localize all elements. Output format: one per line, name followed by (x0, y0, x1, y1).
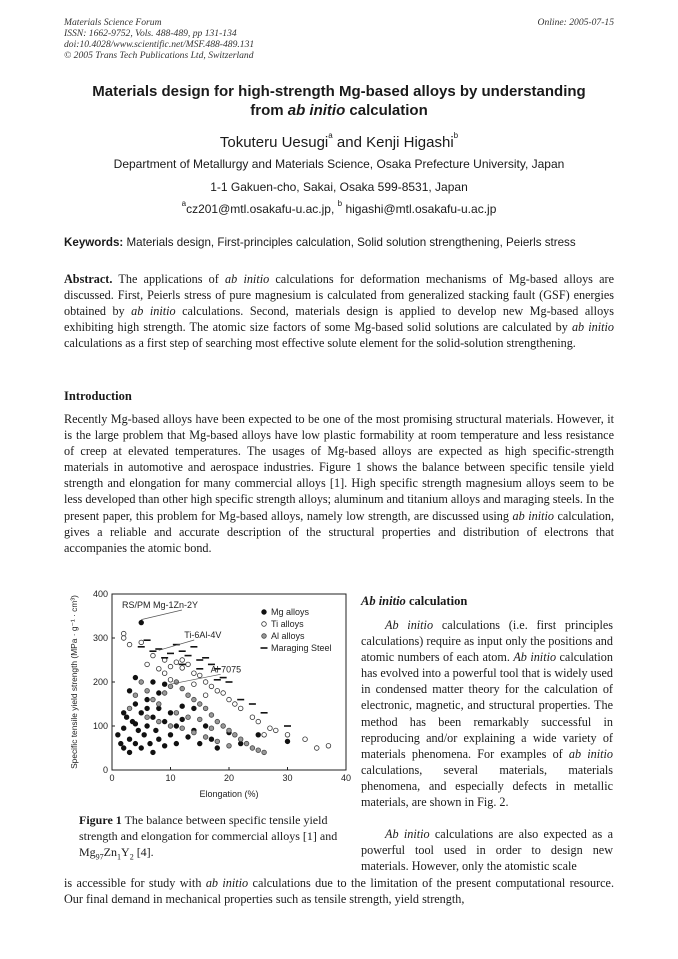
abstract-text: calculations as a first step of searching most effective solute element for the solid-solution strengthening. (64, 336, 576, 351)
al-alloys-point (227, 728, 232, 733)
heading-text: calculation (405, 594, 468, 608)
mg-alloys-point (133, 722, 138, 727)
y-tick-label: 200 (92, 677, 108, 687)
issn-line: ISSN: 1662-9752, Vols. 488-489, pp 131-134 (64, 28, 237, 39)
al-alloys-point (197, 702, 202, 707)
ti-alloys-point (221, 691, 226, 696)
authors (40, 131, 638, 151)
abstract (64, 271, 614, 351)
abstract-text: calculations for deformation mechanisms of Mg-based alloys are discussed. First, Peierls stress of pure magnesium is calculated from generalized stacking fault (GSF) energies obtained by (64, 272, 615, 319)
mg-alloys-point (168, 733, 173, 738)
x-tick-label: 0 (109, 773, 115, 783)
copyright-line: © 2005 Trans Tech Publications Ltd, Switzerland (64, 50, 254, 61)
mg-alloys-point (151, 750, 156, 755)
ti-alloys-point (238, 706, 243, 711)
mg-alloys-point (285, 739, 290, 744)
ti-alloys-point (168, 664, 173, 669)
mg-alloys-point (151, 680, 156, 685)
ti-alloys-point (314, 746, 319, 751)
mg-alloys-point (180, 717, 185, 722)
y-tick-label: 400 (92, 589, 108, 599)
intro-text: calculation, gives a reliable and accurate description of the structural properties and distribution of electrons that accompanies the atomic bond. (64, 508, 614, 555)
mg-alloys-point (162, 682, 167, 687)
ti-alloys-point (215, 689, 220, 694)
caption-text: [4]. (133, 845, 154, 859)
keywords (64, 236, 616, 249)
mg-alloys-point (142, 733, 147, 738)
mg-alloys-point (145, 697, 150, 702)
mg-alloys-point (133, 702, 138, 707)
mg-alloys-point (118, 741, 123, 746)
al-alloys-point (250, 746, 255, 751)
al-alloys-point (174, 711, 179, 716)
email-b[interactable]: higashi@mtl.osakafu-u.ac.jp (342, 202, 497, 216)
author-mark: b (453, 131, 459, 140)
al-alloys-point (145, 689, 150, 694)
mg-alloys-point (256, 733, 261, 738)
al-alloys-point (157, 702, 162, 707)
al-alloys-point (192, 697, 197, 702)
al-alloys-point (186, 693, 191, 698)
mg-alloys-point (133, 675, 138, 680)
mg-alloys-point (168, 711, 173, 716)
ti-alloys-point (197, 673, 202, 678)
ti-alloys-point (168, 678, 173, 683)
ti-alloys-point (227, 697, 232, 702)
x-tick-label: 10 (165, 773, 176, 783)
al-alloys-point (162, 691, 167, 696)
ti-alloys-point (256, 719, 261, 724)
ti-alloys-point (186, 662, 191, 667)
al-alloys-point (168, 684, 173, 689)
ab-initio-paragraph-2-cont (64, 875, 614, 907)
p-text: calculations, several materials, materials phenomena, and especially defects in metallic materials, are shown in Fig. 2. (361, 762, 613, 810)
p-text: calculation has evolved into a powerful tool that is widely used in condensed matter theory for the calculation of electronic, magnetic, and structural properties. The method has been remarkably successful in reproducing and/or explaining a wide variety of materials phenomena. For examples of (361, 650, 613, 761)
mg-alloys-point (121, 726, 126, 731)
ti-alloys-point (121, 636, 126, 641)
chart-annotation: Al 7075 (210, 664, 242, 675)
al-alloys-point (256, 748, 261, 753)
p-italic: Ab initio (385, 827, 430, 841)
y-tick-label: 300 (92, 633, 108, 643)
caption-sub: 2 (129, 852, 134, 862)
p-italic: ab initio (205, 876, 249, 890)
al-alloys-point (180, 726, 185, 731)
mg-alloys-point (162, 744, 167, 749)
mg-alloys-point (174, 724, 179, 729)
mg-alloys-point (136, 728, 141, 733)
y-axis-label: Specific tensile yield strength (MPa · g⁻¹ · cm³) (69, 595, 79, 769)
intro-text: Recently Mg-based alloys have been expected to be one of the most promising structural materials. However, it is the large problem that Mg-based alloys have low plastic formability at room temperature and less resistance of creep at elevated temperatures. The usages of Mg-based alloys are expected as high specific-strength materials in automotive and aerospace industries. Figure 1 shows the balance between specific tensile yield strength and elongation for many commercial alloys [1]. High specific strength magnesium alloys seem to be less developed than other high specific strength alloys; aluminum and titanium alloys and maraging steels. In the present paper, this problem for Mg-based alloys, namely low strength, are discussed using (64, 412, 615, 523)
al-alloys-point (127, 706, 132, 711)
ti-alloys-point (233, 702, 238, 707)
abstract-text: The applications of (112, 272, 226, 286)
affiliation-department: Department of Metallurgy and Materials Science, Osaka Prefecture University, Japan (113, 157, 565, 171)
ti-alloys-point (262, 733, 267, 738)
online-date: Online: 2005-07-15 (537, 17, 614, 28)
al-alloys-point (203, 735, 208, 740)
abstract-italic: ab initio (571, 320, 614, 335)
mg-alloys-point (203, 724, 208, 729)
author-name: Tokuteru Uesugi (219, 134, 329, 151)
al-alloys-point (215, 739, 220, 744)
caption-text: The balance between specific tensile yield strength and elongation for commercial alloys [1] and Mg (79, 813, 338, 859)
p-text: calculations are also expected as a powerful tool used in order to design new materials. However, only the atomistic scale (361, 827, 613, 874)
mg-alloys-point (139, 746, 144, 751)
figure-1-caption (79, 812, 341, 865)
al-alloys-point (168, 724, 173, 729)
legend-label: Maraging Steel (271, 643, 332, 653)
al-alloys-point (209, 713, 214, 718)
al-alloys-point (203, 706, 208, 711)
mg-alloys-point (145, 724, 150, 729)
title-line-2 (40, 101, 638, 120)
title-text: calculation (345, 102, 428, 119)
abstract-italic: ab initio (225, 272, 270, 286)
al-alloys-point (151, 697, 156, 702)
al-alloys-point (192, 730, 197, 735)
al-alloys-point (215, 719, 220, 724)
paper-title (40, 82, 638, 120)
title-text: from (250, 102, 288, 119)
y-tick-label: 0 (102, 765, 108, 775)
email-a[interactable]: cz201@mtl.osakafu-u.ac.jp, (186, 202, 338, 216)
heading-italic: Ab initio (361, 594, 406, 608)
ti-alloys-point (203, 693, 208, 698)
p-text: is accessible for study with (64, 876, 206, 890)
email-mark: b (337, 199, 343, 208)
doi-line: doi:10.4028/www.scientific.net/MSF.488-489.131 (64, 39, 255, 50)
ti-alloys-point (268, 726, 273, 731)
y-tick-label: 100 (92, 721, 108, 731)
ab-initio-heading (361, 594, 467, 609)
al-alloys-point (197, 717, 202, 722)
al-alloys-point (209, 726, 214, 731)
caption-sub: 1 (117, 852, 122, 862)
title-italic: ab initio (287, 102, 346, 119)
legend-marker (262, 634, 267, 639)
abstract-text: calculations. Second, materials design is applied to develop new Mg-based alloys exhibiting high strength. The atomic size factors of some Mg-based solid solutions are calculated by (64, 304, 614, 335)
p-text: calculations due to the limitation of the present computational resource. Our final demand in mechanical properties such as tensile strength, yield strength, (64, 876, 614, 907)
ti-alloys-point (192, 671, 197, 676)
legend-label: Al alloys (271, 631, 305, 641)
ti-alloys-point (145, 662, 150, 667)
affiliation-address: 1-1 Gakuen-cho, Sakai, Osaka 599-8531, Japan (210, 180, 468, 194)
al-alloys-point (145, 715, 150, 720)
ti-alloys-point (121, 631, 126, 636)
ti-alloys-point (174, 660, 179, 665)
al-alloys-point (262, 750, 267, 755)
mg-alloys-point (133, 741, 138, 746)
mg-alloys-point (145, 706, 150, 711)
al-alloys-point (186, 715, 191, 720)
caption-text: Y (121, 845, 130, 859)
annotation-leader (141, 610, 182, 620)
annotation-leader (159, 640, 194, 650)
al-alloys-point (227, 744, 232, 749)
ab-initio-paragraph-2 (361, 826, 613, 874)
ti-alloys-point (274, 728, 279, 733)
mg-alloys-point (127, 689, 132, 694)
introduction-body (64, 411, 614, 556)
introduction-heading: Introduction (64, 389, 132, 403)
author-name: Kenji Higashi (366, 134, 454, 151)
al-alloys-point (244, 741, 249, 746)
chart-annotation: Ti-6Al-4V (184, 630, 222, 640)
mg-alloys-point (151, 715, 156, 720)
mg-alloys-point (174, 741, 179, 746)
ti-alloys-point (326, 744, 331, 749)
ti-alloys-point (203, 680, 208, 685)
al-alloys-point (233, 733, 238, 738)
al-alloys-point (180, 686, 185, 691)
author-conj: and (332, 134, 367, 151)
keywords-text: Materials design, First-principles calculation, Solid solution strengthening, Peierls stress (123, 236, 576, 249)
x-tick-label: 40 (340, 773, 352, 783)
mg-alloys-point (154, 728, 159, 733)
figure-label: Figure 1 (79, 813, 122, 827)
al-alloys-point (133, 693, 138, 698)
ti-alloys-point (192, 682, 197, 687)
ti-alloys-point (162, 671, 167, 676)
ti-alloys-point (180, 666, 185, 671)
mg-alloys-point (192, 706, 197, 711)
chart-annotation: RS/PM Mg-1Zn-2Y (122, 600, 199, 610)
ti-alloys-point (285, 733, 290, 738)
caption-sub: 97 (95, 852, 104, 862)
p-italic: Ab initio (385, 618, 434, 632)
mg-alloys-point (238, 741, 243, 746)
mg-alloys-point (209, 737, 214, 742)
mg-alloys-point (157, 706, 162, 711)
mg-alloys-point (116, 733, 121, 738)
mg-alloys-point (127, 737, 132, 742)
mg-alloys-point (139, 711, 144, 716)
mg-alloys-point (215, 746, 220, 751)
mg-alloys-point (162, 719, 167, 724)
mg-alloys-point (186, 735, 191, 740)
mg-alloys-point (157, 691, 162, 696)
al-alloys-point (139, 680, 144, 685)
keywords-label: Keywords: (64, 236, 124, 249)
author-mark: a (328, 131, 333, 140)
mg-alloys-point (197, 741, 202, 746)
ti-alloys-point (139, 640, 144, 645)
abstract-italic: ab initio (131, 304, 176, 319)
mg-alloys-point (127, 750, 132, 755)
x-tick-label: 30 (282, 773, 293, 783)
mg-alloys-point (148, 741, 153, 746)
ti-alloys-point (250, 715, 255, 720)
abstract-label: Abstract. (64, 272, 113, 286)
mg-alloys-point (124, 715, 129, 720)
ab-initio-paragraph-1 (361, 617, 613, 810)
mg-alloys-point (157, 737, 162, 742)
x-axis-label: Elongation (%) (199, 789, 259, 799)
intro-italic: ab initio (512, 508, 554, 523)
al-alloys-point (157, 719, 162, 724)
p-italic: ab initio (568, 746, 614, 761)
legend-label: Mg alloys (271, 607, 310, 617)
ti-alloys-point (303, 737, 308, 742)
al-alloys-point (238, 737, 243, 742)
mg-alloys-point (139, 620, 144, 625)
al-alloys-point (221, 724, 226, 729)
title-line-1: Materials design for high-strength Mg-based alloys by understanding (92, 83, 586, 100)
legend-label: Ti alloys (271, 619, 304, 629)
affiliation-emails (40, 199, 638, 216)
legend-marker (262, 622, 267, 627)
mg-alloys-point (121, 711, 126, 716)
journal-name: Materials Science Forum (64, 17, 162, 28)
ti-alloys-point (127, 642, 132, 647)
email-mark: a (181, 199, 187, 208)
legend-marker (262, 610, 267, 615)
ti-alloys-point (209, 684, 214, 689)
figure-1-chart (64, 584, 360, 806)
ti-alloys-point (157, 667, 162, 672)
mg-alloys-point (121, 746, 126, 751)
ti-alloys-point (151, 653, 156, 658)
p-text: calculations (i.e. first principles calculations) require as input only the positions and atomic numbers of each atom. (361, 618, 613, 665)
caption-text: Zn (103, 845, 118, 859)
ti-alloys-point (180, 658, 185, 663)
x-tick-label: 20 (223, 773, 235, 783)
p-italic: Ab initio (513, 650, 557, 665)
mg-alloys-point (180, 704, 185, 709)
